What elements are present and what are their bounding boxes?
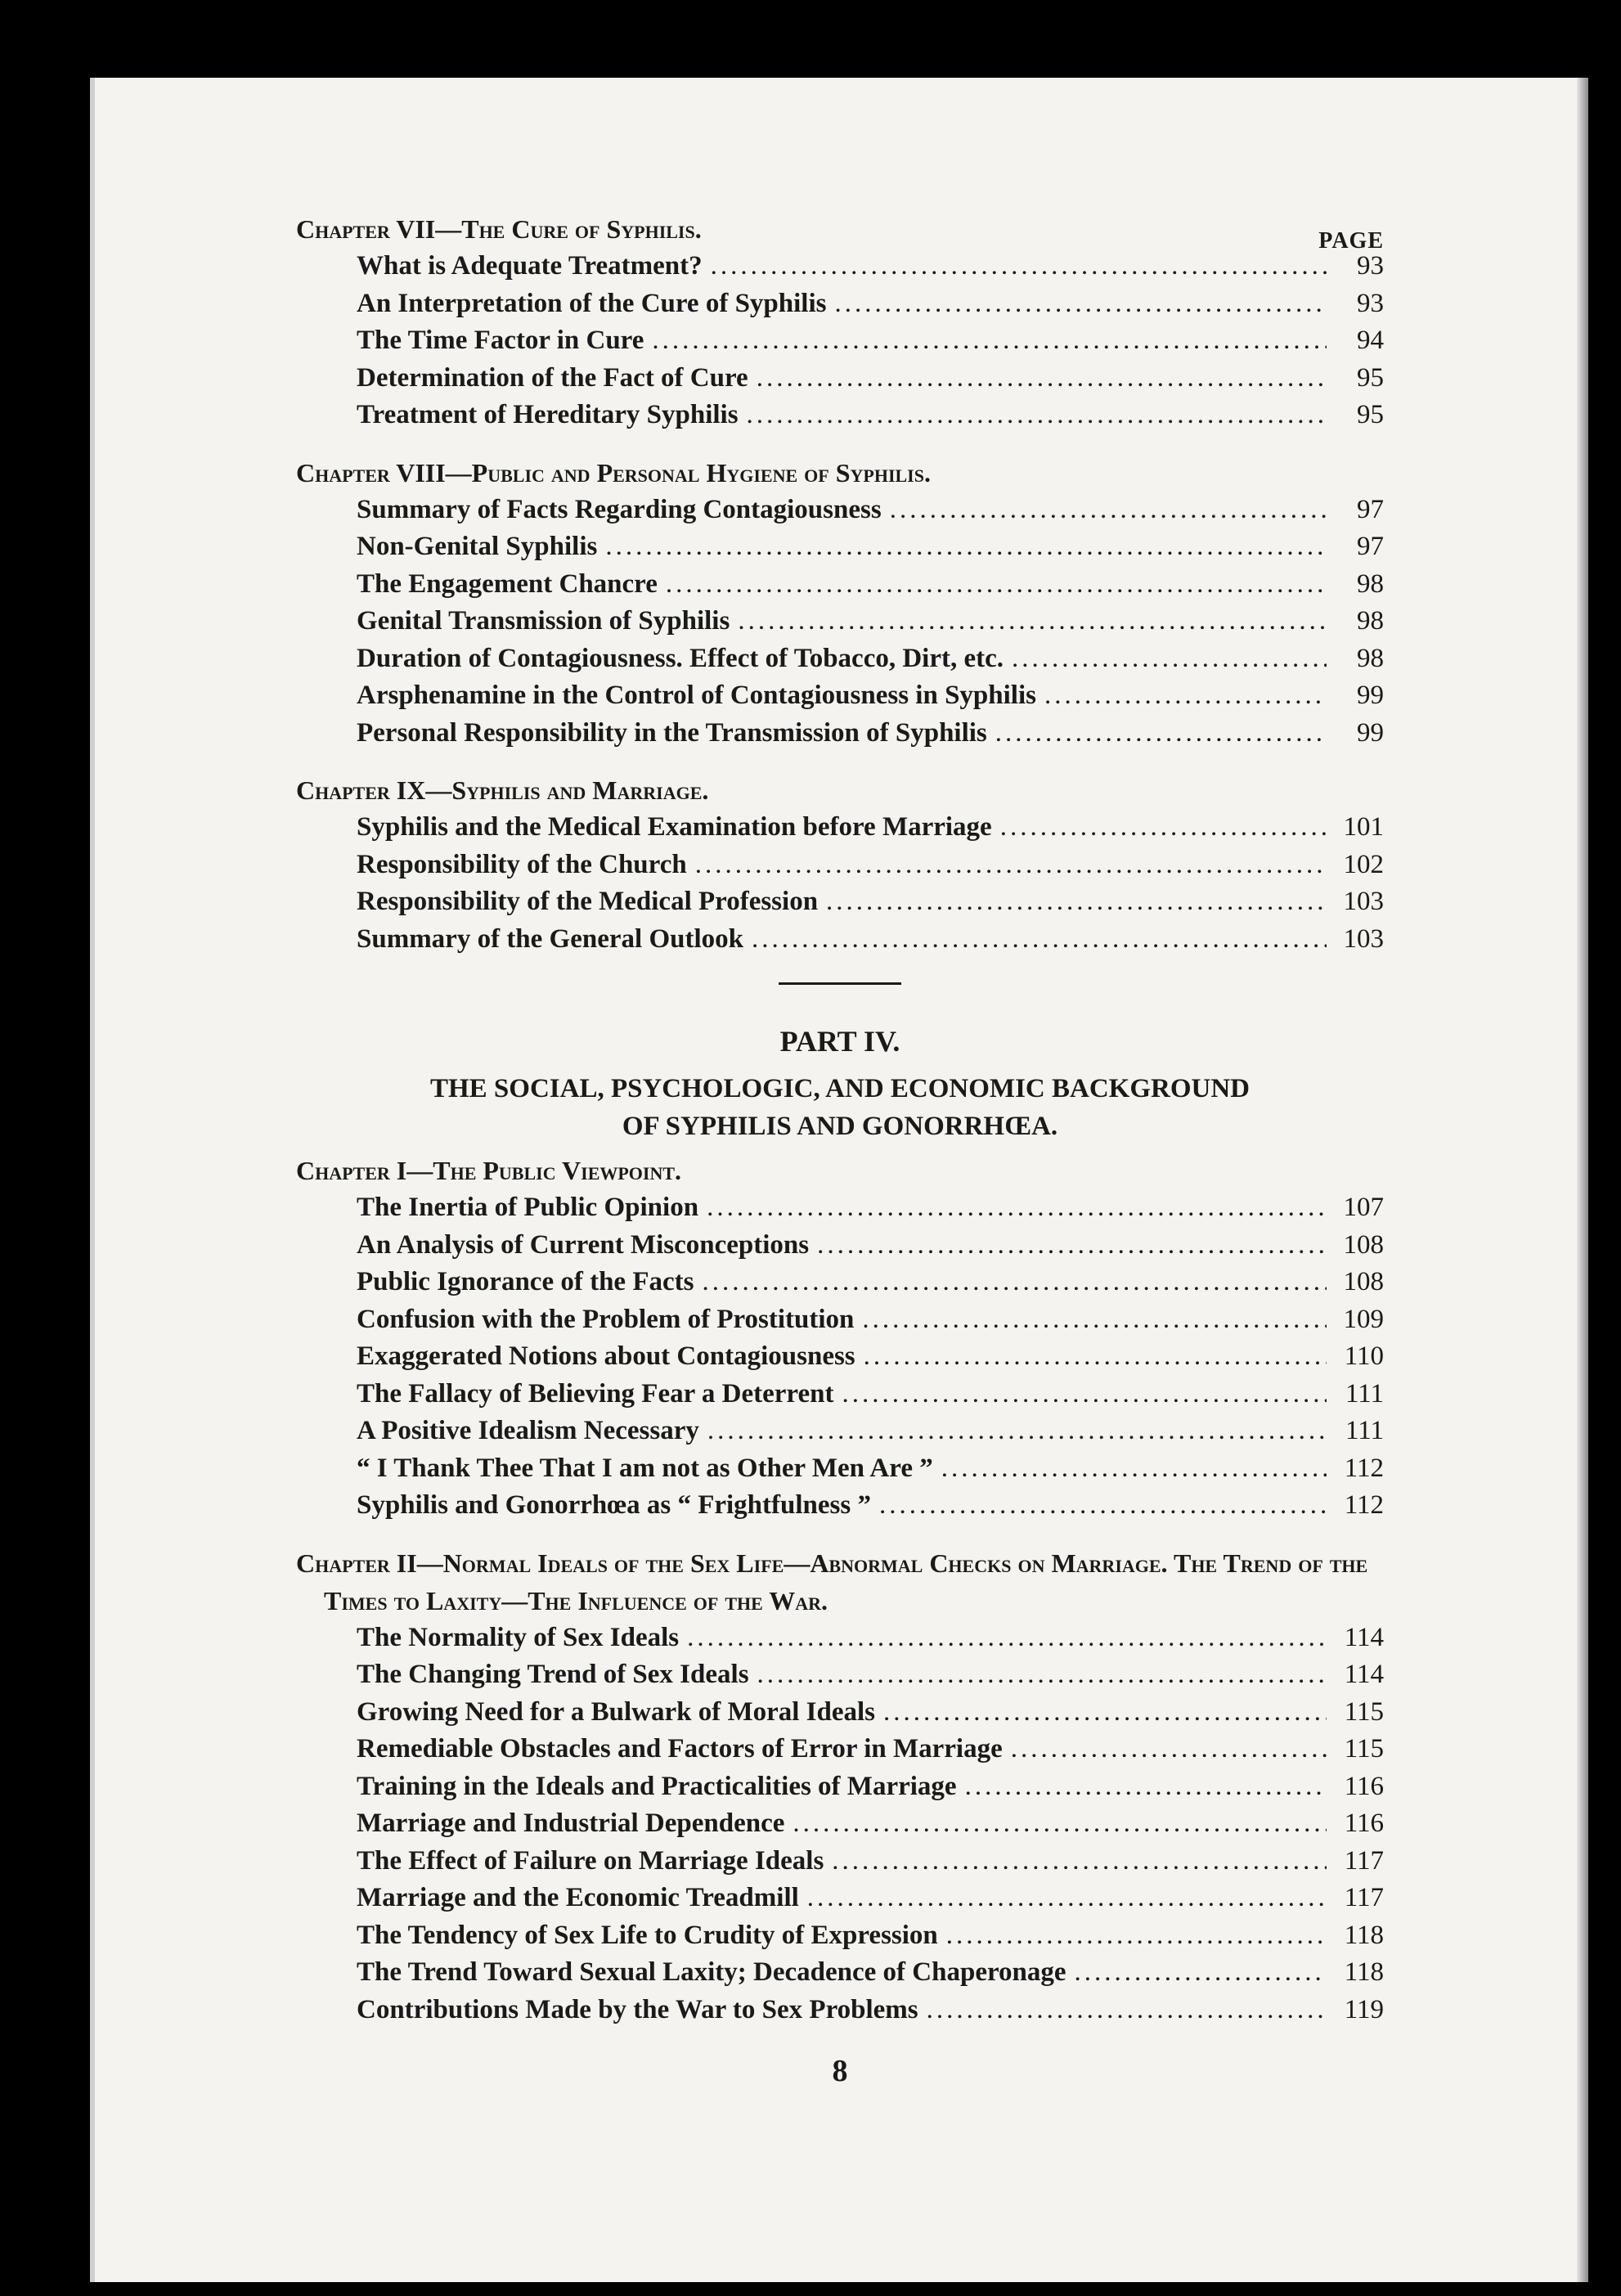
chapter-title: Chapter VIII—Public and Personal Hygiene of Syphilis.: [296, 457, 931, 488]
entry-page-number: 102: [1343, 849, 1384, 879]
toc-entry: [296, 809, 1384, 847]
entry-title: Arsphenamine in the Control of Contagiousness in Syphilis: [357, 681, 1036, 710]
entry-page-number: 107: [1343, 1193, 1384, 1222]
dot-leader: [807, 1880, 1327, 1917]
entry-page-number: 111: [1345, 1416, 1384, 1445]
page-column-header: PAGE: [1318, 228, 1384, 254]
entry-page-number: 99: [1357, 717, 1384, 748]
entry-title: The Time Factor in Cure: [357, 326, 644, 355]
entry-page-number: 94: [1357, 326, 1384, 355]
toc-entry: [296, 1376, 1384, 1413]
section-separator: [779, 982, 901, 985]
dot-leader: [834, 285, 1327, 323]
part-title-line-1: THE SOCIAL, PSYCHOLOGIC, AND ECONOMIC BACKGROUND: [429, 1074, 1251, 1103]
toc-entry: [296, 1301, 1384, 1339]
entry-title: A Positive Idealism Necessary: [357, 1416, 699, 1445]
entry-title: Responsibility of the Medical Profession: [357, 887, 819, 916]
entry-page-number: 112: [1344, 1490, 1384, 1520]
entry-title: Treatment of Hereditary Syphilis: [357, 400, 739, 429]
toc-entry: [296, 1264, 1384, 1301]
entry-title: Public Ignorance of the Facts: [357, 1267, 694, 1296]
chapters-top: [296, 210, 1384, 958]
entry-title: The Trend Toward Sexual Laxity; Decadence of Chaperonage: [357, 1957, 1066, 1987]
entry-title: What is Adequate Treatment?: [357, 251, 703, 281]
toc-entry: [296, 640, 1384, 678]
chapter-block: [296, 1544, 1384, 2029]
entry-title: Confusion with the Problem of Prostitution: [357, 1304, 855, 1334]
toc-entry: [296, 1917, 1384, 1955]
entry-title: Syphilis and Gonorrhœa as “ Frightfulness ”: [357, 1490, 871, 1520]
entry-page-number: 97: [1357, 494, 1384, 524]
toc-entry: [296, 883, 1384, 921]
toc-entry: [296, 397, 1384, 434]
toc-entry: [296, 1450, 1384, 1488]
dot-leader: [890, 492, 1327, 529]
toc-entry: [296, 528, 1384, 566]
dot-leader: [702, 1264, 1327, 1301]
entry-page-number: 93: [1357, 288, 1384, 318]
dot-leader: [793, 1805, 1327, 1843]
entry-title: Training in the Ideals and Practicalities of Marriage: [357, 1771, 957, 1801]
entry-page-number: 98: [1357, 568, 1384, 599]
toc-entry: [296, 1843, 1384, 1880]
dot-leader: [757, 360, 1327, 398]
entry-title: The Engagement Chancre: [357, 568, 658, 599]
entry-title: Contributions Made by the War to Sex Problems: [357, 1994, 918, 2024]
entry-title: Syphilis and the Medical Examination before Marriage: [357, 812, 992, 842]
entry-page-number: 95: [1357, 400, 1384, 429]
toc-entry: [296, 322, 1384, 360]
entry-title: The Effect of Failure on Marriage Ideals: [357, 1845, 824, 1876]
toc-entry: [296, 1954, 1384, 1992]
dot-leader: [941, 1450, 1327, 1488]
entry-title: Responsibility of the Church: [357, 849, 687, 879]
entry-title: The Inertia of Public Opinion: [357, 1193, 699, 1222]
dot-leader: [747, 397, 1327, 434]
book-page: [90, 78, 1588, 2282]
toc-entry: [296, 1620, 1384, 1657]
entry-title: Personal Responsibility in the Transmission of Syphilis: [357, 717, 987, 748]
entry-page-number: 95: [1357, 362, 1384, 393]
dot-leader: [711, 248, 1327, 285]
dot-leader: [652, 322, 1327, 360]
entry-page-number: 98: [1357, 606, 1384, 636]
dot-leader: [666, 566, 1327, 604]
entry-page-number: 112: [1344, 1453, 1384, 1483]
entry-page-number: 114: [1344, 1622, 1384, 1652]
dot-leader: [1012, 640, 1327, 678]
dot-leader: [1075, 1954, 1327, 1992]
entry-title: Marriage and the Economic Treadmill: [357, 1883, 799, 1912]
toc-entry: [296, 492, 1384, 529]
chapter-title: Chapter II—Normal Ideals of the Sex Life—Abnormal Checks on Marriage. The Trend of the Times to Laxity—The Influence of the War.: [296, 1548, 1368, 1615]
part-title-line-2: OF SYPHILIS AND GONORRHŒA.: [622, 1112, 1058, 1141]
dot-leader: [1000, 809, 1327, 847]
entry-title: Determination of the Fact of Cure: [357, 362, 748, 393]
entry-title: The Tendency of Sex Life to Crudity of Expression: [357, 1920, 938, 1950]
toc-entry: [296, 715, 1384, 753]
entry-title: The Normality of Sex Ideals: [357, 1622, 680, 1652]
entry-page-number: 98: [1357, 643, 1384, 673]
toc-entry: [296, 1731, 1384, 1768]
entry-page-number: 108: [1343, 1229, 1384, 1260]
dot-leader: [864, 1338, 1327, 1376]
entry-page-number: 116: [1344, 1771, 1384, 1801]
part-label: PART IV.: [779, 1025, 900, 1058]
entry-page-number: 114: [1344, 1660, 1384, 1689]
dot-leader: [883, 1694, 1327, 1732]
chapter-title: Chapter IX—Syphilis and Marriage.: [296, 775, 709, 805]
entry-title: Growing Need for a Bulwark of Moral Ideals: [357, 1696, 876, 1727]
entry-page-number: 111: [1345, 1378, 1384, 1409]
toc-entry: [296, 1992, 1384, 2029]
entry-title: The Fallacy of Believing Fear a Deterrent: [357, 1378, 834, 1409]
dot-leader: [817, 1227, 1327, 1265]
dot-leader: [752, 921, 1327, 959]
entry-title: Exaggerated Notions about Contagiousness: [357, 1341, 855, 1371]
dot-leader: [995, 715, 1327, 753]
dot-leader: [1044, 677, 1327, 715]
entry-page-number: 108: [1343, 1267, 1384, 1296]
chapters-part: [296, 1152, 1384, 2029]
toc-entry: [296, 248, 1384, 285]
entry-page-number: 103: [1343, 887, 1384, 916]
toc-entry: [296, 847, 1384, 884]
dot-leader: [879, 1487, 1327, 1525]
entry-title: “ I Thank Thee That I am not as Other Men Are ”: [357, 1453, 933, 1483]
toc-entry: [296, 1413, 1384, 1450]
dot-leader: [826, 883, 1327, 921]
entry-title: Duration of Contagiousness. Effect of Tobacco, Dirt, etc.: [357, 643, 1004, 673]
entry-title: Summary of Facts Regarding Contagiousness: [357, 494, 882, 524]
toc-entry: [296, 1189, 1384, 1227]
entry-page-number: 97: [1357, 532, 1384, 561]
dot-leader: [687, 1620, 1327, 1657]
entry-title: Genital Transmission of Syphilis: [357, 606, 730, 636]
dot-leader: [842, 1376, 1327, 1413]
toc-entry: [296, 1487, 1384, 1525]
part-title: [296, 1070, 1384, 1145]
entry-title: The Changing Trend of Sex Ideals: [357, 1660, 749, 1689]
entry-title: An Analysis of Current Misconceptions: [357, 1229, 810, 1260]
dot-leader: [832, 1843, 1327, 1880]
chapter-block: [296, 454, 1384, 753]
dot-leader: [695, 847, 1327, 884]
entry-page-number: 109: [1343, 1304, 1384, 1334]
dot-leader: [862, 1301, 1327, 1339]
toc-entry: [296, 566, 1384, 604]
toc-entry: [296, 360, 1384, 398]
chapter-block: [296, 771, 1384, 958]
entry-page-number: 110: [1344, 1341, 1384, 1371]
toc-entry: [296, 1227, 1384, 1265]
table-of-contents: [296, 210, 1384, 2089]
entry-page-number: 101: [1343, 812, 1384, 842]
dot-leader: [757, 1656, 1327, 1694]
chapter-block: [296, 210, 1384, 434]
dot-leader: [965, 1768, 1327, 1806]
dot-leader: [1011, 1731, 1327, 1768]
toc-entry: [296, 1880, 1384, 1917]
toc-entry: [296, 1805, 1384, 1843]
entry-page-number: 103: [1343, 923, 1384, 954]
entry-title: Marriage and Industrial Dependence: [357, 1808, 785, 1838]
entry-page-number: 118: [1344, 1957, 1384, 1987]
entry-page-number: 115: [1344, 1734, 1384, 1764]
entry-title: Non-Genital Syphilis: [357, 532, 598, 561]
toc-entry: [296, 1338, 1384, 1376]
entry-page-number: 115: [1344, 1696, 1384, 1727]
entry-page-number: 117: [1344, 1883, 1384, 1912]
dot-leader: [927, 1992, 1327, 2029]
toc-entry: [296, 1694, 1384, 1732]
dot-leader: [946, 1917, 1327, 1955]
dot-leader: [707, 1413, 1327, 1450]
chapter-title: Chapter I—The Public Viewpoint.: [296, 1156, 682, 1185]
entry-page-number: 117: [1344, 1845, 1384, 1876]
dot-leader: [707, 1189, 1327, 1227]
chapter-title: Chapter VII—The Cure of Syphilis.: [296, 214, 702, 244]
entry-page-number: 116: [1344, 1808, 1384, 1838]
entry-title: An Interpretation of the Cure of Syphilis: [357, 288, 827, 318]
page-number: 8: [832, 2054, 848, 2088]
toc-entry: [296, 1656, 1384, 1694]
chapter-block: [296, 1152, 1384, 1525]
dot-leader: [605, 528, 1327, 566]
toc-entry: [296, 921, 1384, 959]
entry-title: Remediable Obstacles and Factors of Error in Marriage: [357, 1734, 1003, 1764]
entry-page-number: 93: [1357, 251, 1384, 281]
toc-entry: [296, 285, 1384, 323]
entry-page-number: 119: [1344, 1994, 1384, 2024]
toc-entry: [296, 603, 1384, 640]
entry-title: Summary of the General Outlook: [357, 923, 743, 954]
entry-page-number: 118: [1344, 1920, 1384, 1950]
toc-entry: [296, 1768, 1384, 1806]
entry-page-number: 99: [1357, 681, 1384, 710]
toc-entry: [296, 677, 1384, 715]
dot-leader: [738, 603, 1327, 640]
